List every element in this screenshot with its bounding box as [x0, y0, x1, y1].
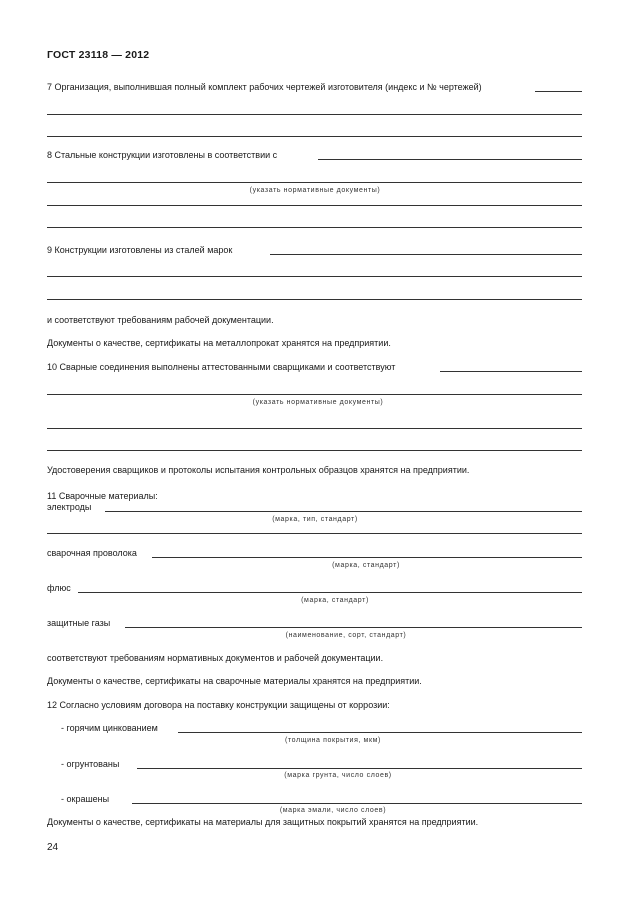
item-10-caption: (указать нормативные документы)	[252, 399, 384, 406]
primed-label: - огрунтованы	[61, 759, 120, 769]
item-8-label: 8 Стальные конструкции изготовлены в соответствии с	[47, 150, 278, 160]
painted-fill-line[interactable]	[132, 803, 582, 804]
item-8-line-2[interactable]	[47, 182, 582, 183]
hot-galvanizing-caption: (толщина покрытия, мкм)	[285, 737, 381, 744]
painted-caption: (марка эмали, число слоев)	[279, 807, 387, 814]
item-10-certificates-text: Удостоверения сварщиков и протоколы испытания контрольных образцов хранятся на предприятии.	[47, 465, 470, 475]
item-9-line-3[interactable]	[47, 299, 582, 300]
item-7-line-3[interactable]	[47, 136, 582, 137]
item-11-certificates-text: Документы о качестве, сертификаты на сварочные материалы хранятся на предприятии.	[47, 676, 422, 686]
item-9-certificates-text: Документы о качестве, сертификаты на металлопрокат хранятся на предприятии.	[47, 338, 391, 348]
item-10-line-3[interactable]	[47, 428, 582, 429]
item-12-certificates-text: Документы о качестве, сертификаты на материалы для защитных покрытий хранятся на предприятии.	[47, 817, 479, 827]
electrodes-caption: (марка, тип, стандарт)	[272, 516, 358, 523]
item-10-label: 10 Сварные соединения выполнены аттестованными сварщиками и соответствуют	[47, 362, 396, 372]
item-8-caption: (указать нормативные документы)	[249, 187, 381, 194]
electrodes-label: электроды	[47, 502, 92, 512]
primed-fill-line[interactable]	[137, 768, 582, 769]
hot-galvanizing-fill-line[interactable]	[178, 732, 582, 733]
welding-wire-caption: (марка, стандарт)	[332, 562, 400, 569]
shielding-gases-fill-line[interactable]	[125, 627, 582, 628]
item-10-fill-line[interactable]	[440, 371, 582, 372]
primed-caption: (марка грунта, число слоев)	[284, 772, 392, 779]
flux-label: флюс	[47, 583, 71, 593]
welding-wire-fill-line[interactable]	[152, 557, 582, 558]
welding-wire-label: сварочная проволока	[47, 548, 137, 558]
item-10-line-2[interactable]	[47, 394, 582, 395]
item-7-label: 7 Организация, выполнившая полный комплект рабочих чертежей изготовителя (индекс и № чертежей)	[47, 82, 482, 92]
item-10-line-4[interactable]	[47, 450, 582, 451]
item-12-label: 12 Согласно условиям договора на поставку конструкции защищены от коррозии:	[47, 700, 390, 710]
shielding-gases-caption: (наименование, сорт, стандарт)	[285, 632, 407, 639]
page-number: 24	[47, 842, 59, 853]
item-11-label: 11 Сварочные материалы:	[47, 491, 158, 501]
item-9-fill-line[interactable]	[270, 254, 582, 255]
hot-galvanizing-label: - горячим цинкованием	[61, 723, 158, 733]
item-9-label: 9 Конструкции изготовлены из сталей марок	[47, 245, 233, 255]
standard-code-header: ГОСТ 23118 — 2012	[47, 49, 150, 61]
item-7-line-2[interactable]	[47, 114, 582, 115]
item-8-fill-line[interactable]	[318, 159, 582, 160]
shielding-gases-label: защитные газы	[47, 618, 111, 628]
electrodes-fill-line[interactable]	[105, 511, 582, 512]
item-8-line-3[interactable]	[47, 205, 582, 206]
flux-caption: (марка, стандарт)	[301, 597, 369, 604]
painted-label: - окрашены	[61, 794, 110, 804]
item-9-line-2[interactable]	[47, 276, 582, 277]
flux-fill-line[interactable]	[78, 592, 582, 593]
item-9-compliance-text: и соответствуют требованиям рабочей документации.	[47, 315, 274, 325]
item-7-fill-line[interactable]	[535, 91, 582, 92]
electrodes-line-2[interactable]	[47, 533, 582, 534]
item-11-compliance-text: соответствуют требованиям нормативных документов и рабочей документации.	[47, 653, 384, 663]
item-8-line-4[interactable]	[47, 227, 582, 228]
